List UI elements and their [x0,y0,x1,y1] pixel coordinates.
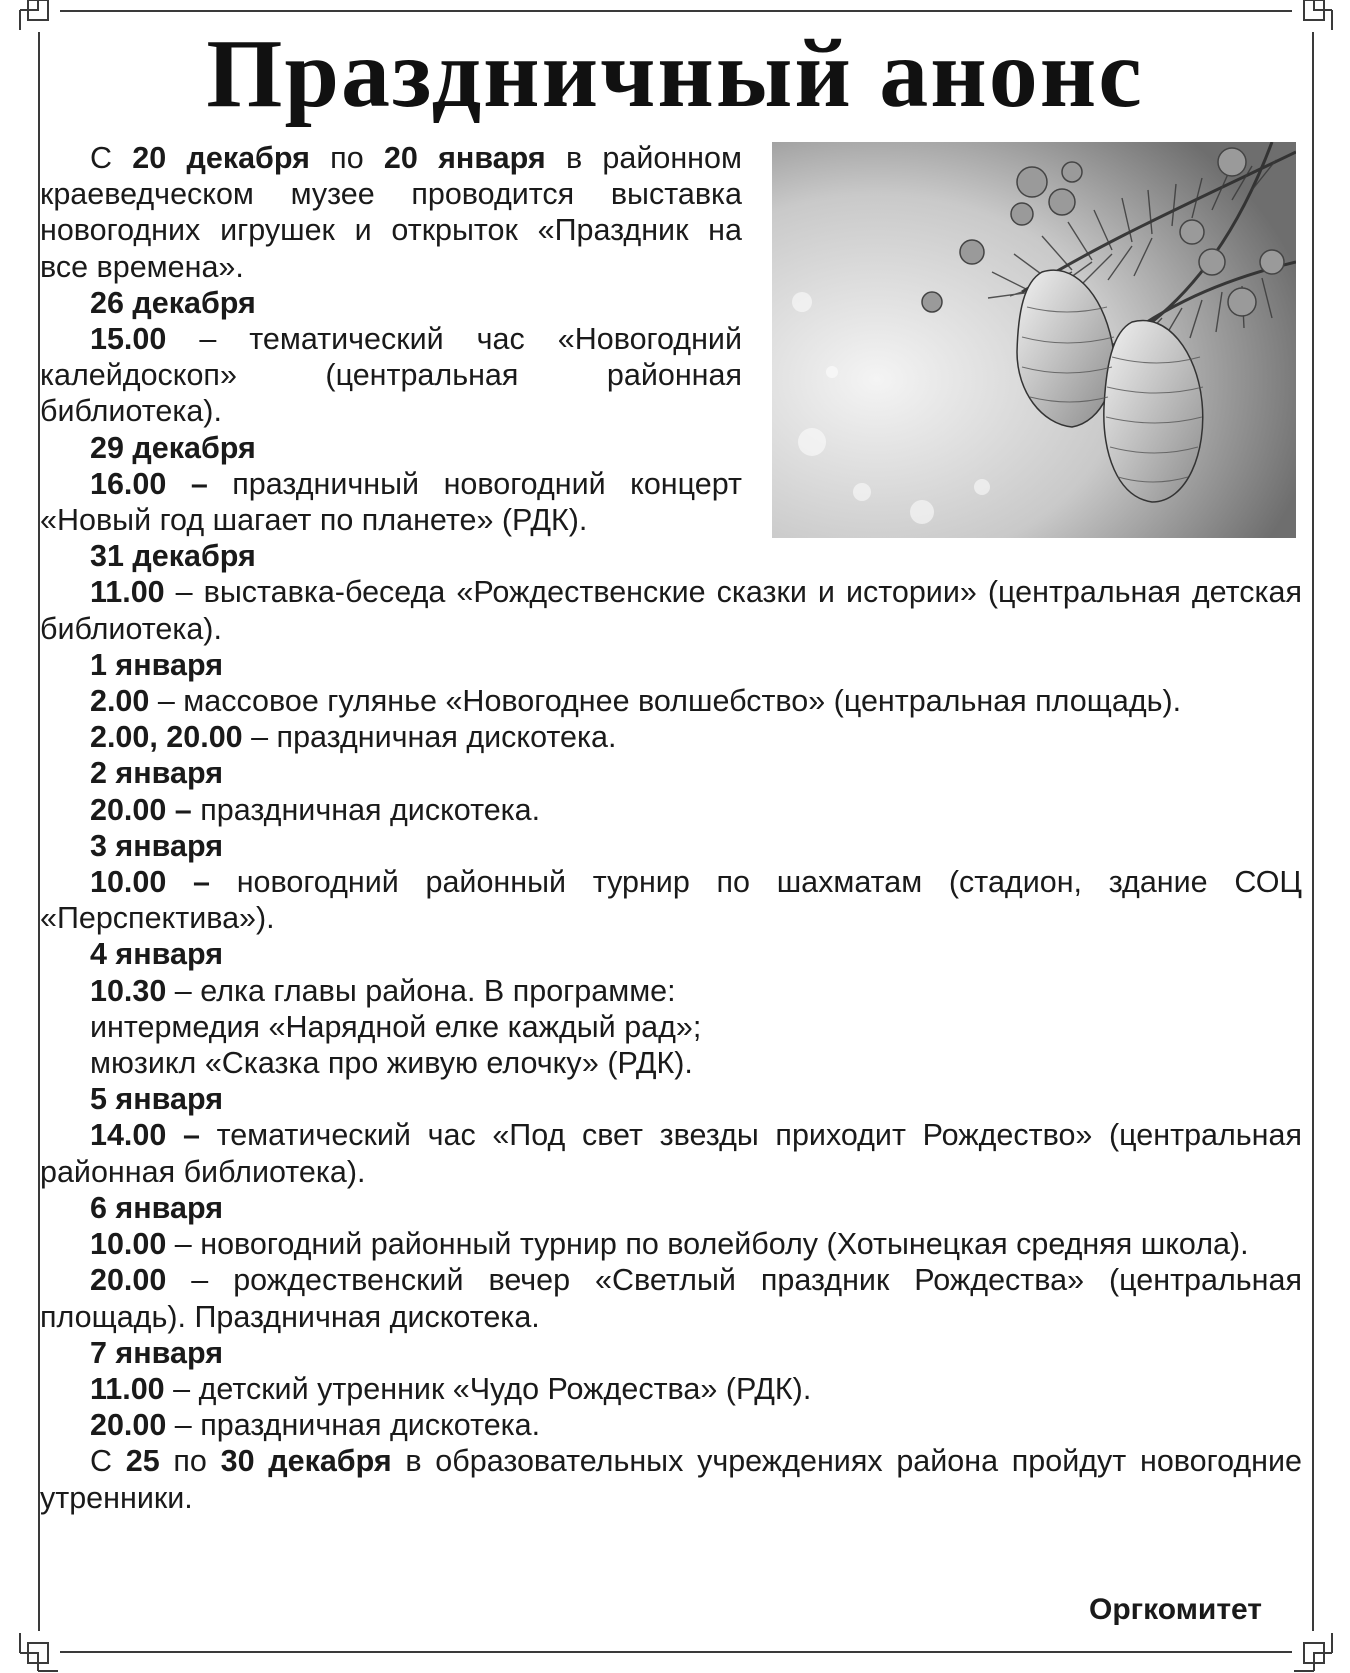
event-time: 16.00 – [90,466,208,501]
event-time: 20.00 [90,1263,167,1298]
intro-text: по [309,141,384,175]
schedule-event [40,719,1302,755]
page-title: Праздничный анонс [206,20,1144,128]
frame-corner-ornament [1292,0,1334,32]
schedule-event [40,1407,1302,1443]
schedule-event [40,574,1302,646]
frame-right-line [1312,32,1314,1631]
frame-bottom-line [60,1651,1292,1653]
intro-start-date: 20 декабря [132,141,310,175]
closing-text: в образовательных учреждениях района пройдут новогодние утренники. [40,1444,1302,1515]
event-time: 11.00 [90,575,165,610]
event-description: – праздничная дискотека. [166,1408,541,1443]
event-description: – массовое гулянье «Новогоднее волшебство» (центральная площадь). [149,684,1182,719]
schedule-event [40,1117,1302,1189]
schedule-date: 29 декабря [90,430,256,465]
schedule-event [40,1226,1302,1262]
schedule-date: 31 декабря [90,539,256,574]
schedule-date: 6 января [90,1190,223,1225]
program-item: интермедия «Нарядной елке каждый рад»; [90,1009,702,1044]
closing-text: С [90,1444,126,1479]
schedule-event [40,321,742,430]
frame-corner-ornament [18,0,60,32]
frame-corner-ornament [1292,1631,1334,1673]
schedule-event [40,1262,1302,1334]
event-description: – праздничная дискотека. [242,720,617,755]
event-description: – елка главы района. В программе: [166,973,676,1008]
event-time: 10.00 – [90,865,210,900]
intro-text: в районном краеведческом музее проводится выставка новогодних игрушек и открыток «Праздник на все времена». [40,141,742,284]
schedule-date: 3 января [90,828,223,863]
frame-corner-ornament [18,1631,60,1673]
intro-end-date: 20 января [383,141,546,175]
announcement-body [40,140,1302,1516]
schedule-date: 1 января [90,647,223,682]
schedule-event [40,1371,1302,1407]
event-description: – выставка-беседа «Рождественские сказки и истории» (центральная детская библиотека). [40,575,1302,646]
event-time: 20.00 [90,1408,167,1443]
event-time: 10.30 [90,973,167,1008]
closing-start-date: 25 [125,1444,160,1479]
event-time: 14.00 – [90,1118,200,1153]
schedule-event [40,792,1302,828]
event-description: праздничный новогодний концерт «Новый год шагает по планете» (РДК). [40,466,743,538]
frame-top-line [60,10,1292,12]
program-item: мюзикл «Сказка про живую елочку» (РДК). [90,1046,693,1081]
closing-text: по [159,1444,221,1479]
event-description: – тематический час «Новогодний калейдоскоп» (центральная районная библиотека). [40,322,742,429]
schedule-date: 5 января [90,1082,223,1117]
event-description: новогодний районный турнир по шахматам (стадион, здание СОЦ «Перспектива»). [40,865,1302,936]
closing-paragraph [40,1443,1302,1515]
schedule-date: 26 декабря [90,285,256,320]
schedule-event [40,973,1302,1009]
signature: Оргкомитет [1088,1593,1262,1626]
event-description: – новогодний районный турнир по волейболу (Хотынецкая средняя школа). [166,1227,1249,1262]
event-time: 15.00 [90,322,167,357]
event-description: тематический час «Под свет звезды приходит Рождество» (центральная районная библиотека). [40,1118,1303,1189]
schedule-date: 7 января [90,1335,223,1370]
schedule-event [40,864,1302,936]
event-time: 11.00 [90,1371,165,1406]
intro-text: С [90,141,133,175]
schedule-event [40,683,1302,719]
event-time: 20.00 – [90,792,192,827]
schedule-date: 4 января [90,937,223,972]
intro-paragraph [40,140,742,285]
event-time: 10.00 [90,1227,167,1262]
schedule-date: 2 января [90,756,223,791]
event-time: 2.00, 20.00 [90,720,243,755]
closing-end-date: 30 декабря [220,1444,392,1479]
schedule-event [40,466,742,538]
event-time: 2.00 [90,684,150,719]
event-description: праздничная дискотека. [191,792,541,827]
event-description: – детский утренник «Чудо Рождества» (РДК). [164,1371,812,1406]
event-description: – рождественский вечер «Светлый праздник Рождества» (центральная площадь). Праздничная дискотека. [40,1263,1302,1334]
